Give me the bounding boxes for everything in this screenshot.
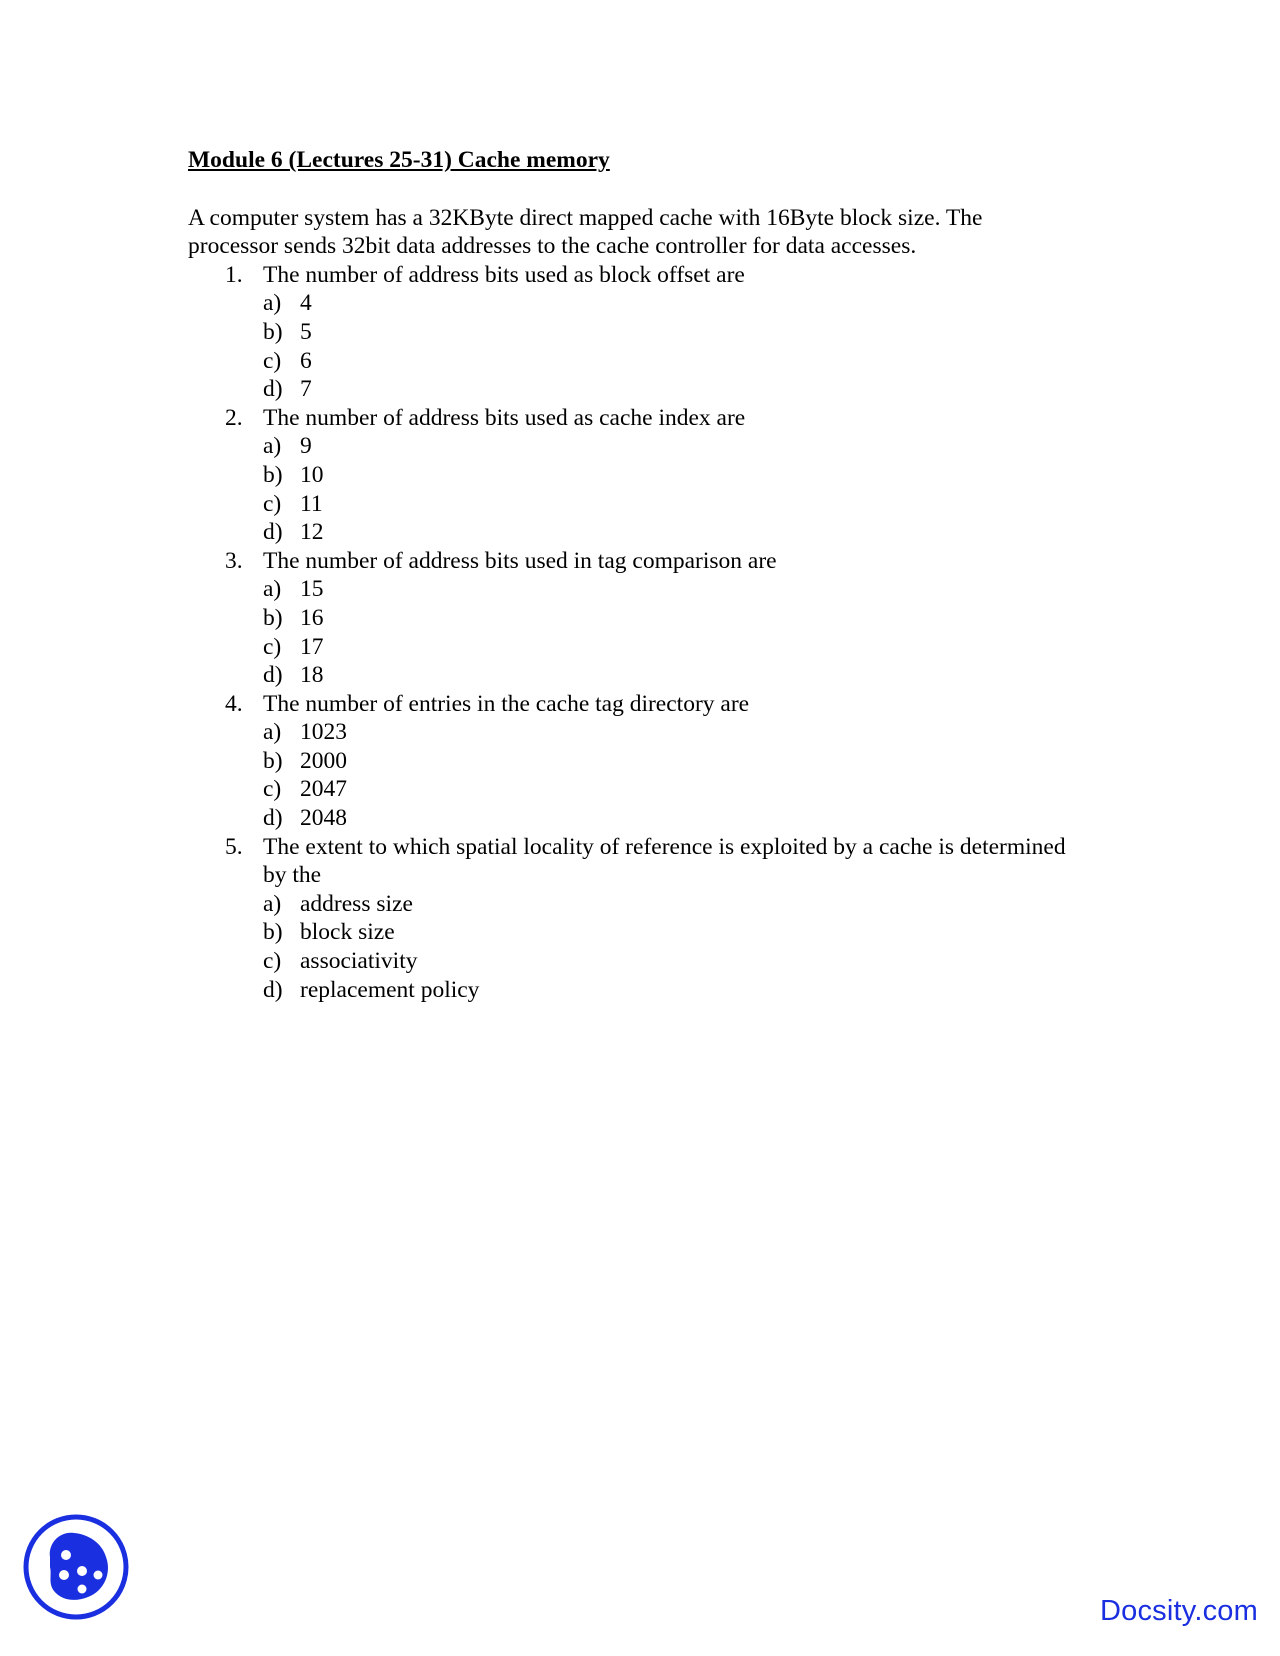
intro-paragraph: A computer system has a 32KByte direct mapped cache with 16Byte block size. The processor sends 32bit data addresses to the cache controller for data accesses. — [188, 204, 983, 260]
option-a — [263, 890, 1068, 919]
document-body — [188, 146, 1068, 1004]
question-3 — [188, 547, 1068, 690]
option-label: d) — [263, 519, 283, 546]
option-text: 16 — [300, 604, 324, 631]
option-label: a) — [263, 576, 282, 603]
option-label: d) — [263, 376, 283, 403]
option-b — [263, 918, 1068, 947]
option-list — [263, 718, 1068, 832]
option-label: d) — [263, 662, 283, 689]
question-number: 1. — [225, 261, 243, 288]
option-list — [263, 289, 1068, 403]
option-c — [263, 947, 1068, 976]
question-text: The number of address bits used as block offset are — [263, 261, 745, 288]
option-label: c) — [263, 776, 282, 803]
option-d — [263, 518, 1068, 547]
option-text: 2000 — [300, 747, 347, 774]
option-c — [263, 347, 1068, 376]
question-text: The extent to which spatial locality of reference is exploited by a cache is determined by the — [263, 833, 1066, 889]
question-text: The number of address bits used in tag comparison are — [263, 547, 777, 574]
option-b — [263, 318, 1068, 347]
option-d — [263, 804, 1068, 833]
option-text: 1023 — [300, 719, 347, 746]
option-c — [263, 633, 1068, 662]
option-label: c) — [263, 347, 282, 374]
option-text: 6 — [300, 347, 312, 374]
option-label: b) — [263, 318, 283, 345]
option-b — [263, 604, 1068, 633]
option-label: b) — [263, 747, 283, 774]
option-a — [263, 718, 1068, 747]
option-label: c) — [263, 633, 282, 660]
option-label: a) — [263, 290, 282, 317]
option-text: 7 — [300, 376, 312, 403]
option-d — [263, 661, 1068, 690]
option-label: c) — [263, 490, 282, 517]
option-label: b) — [263, 461, 283, 488]
question-number: 3. — [225, 547, 243, 574]
option-text: 12 — [300, 519, 324, 546]
option-text: 4 — [300, 290, 312, 317]
question-4 — [188, 690, 1068, 833]
question-text: The number of entries in the cache tag directory are — [263, 690, 750, 717]
option-text: 10 — [300, 461, 324, 488]
question-list — [188, 261, 1068, 1004]
option-text: 5 — [300, 318, 312, 345]
option-list — [263, 890, 1068, 1004]
brand-link[interactable]: Docsity.com — [1100, 1595, 1258, 1627]
option-text: address size — [300, 890, 413, 917]
option-label: a) — [263, 719, 282, 746]
option-text: 9 — [300, 433, 312, 460]
option-list — [263, 575, 1068, 689]
option-label: a) — [263, 890, 282, 917]
option-a — [263, 575, 1068, 604]
option-text: replacement policy — [300, 976, 480, 1003]
option-d — [263, 375, 1068, 404]
option-b — [263, 461, 1068, 490]
option-label: a) — [263, 433, 282, 460]
page-title: Module 6 (Lectures 25-31) Cache memory — [188, 147, 610, 173]
question-2 — [188, 404, 1068, 547]
option-label: d) — [263, 805, 283, 832]
question-1 — [188, 261, 1068, 404]
option-c — [263, 775, 1068, 804]
option-text: 2047 — [300, 776, 347, 803]
option-b — [263, 747, 1068, 776]
option-label: b) — [263, 919, 283, 946]
option-c — [263, 490, 1068, 519]
option-text: block size — [300, 919, 395, 946]
option-list — [263, 432, 1068, 546]
option-a — [263, 432, 1068, 461]
option-a — [263, 289, 1068, 318]
option-d — [263, 976, 1068, 1005]
docsity-logo-graphic — [22, 1513, 130, 1621]
question-number: 2. — [225, 404, 243, 431]
option-text: 15 — [300, 576, 324, 603]
docsity-logo-icon — [22, 1513, 130, 1621]
question-5 — [188, 833, 1068, 1005]
option-text: 2048 — [300, 805, 347, 832]
question-number: 5. — [225, 833, 243, 860]
option-text: 18 — [300, 662, 324, 689]
question-number: 4. — [225, 690, 243, 717]
option-text: 11 — [300, 490, 323, 517]
option-text: 17 — [300, 633, 324, 660]
option-label: c) — [263, 948, 282, 975]
option-label: b) — [263, 604, 283, 631]
option-label: d) — [263, 976, 283, 1003]
question-text: The number of address bits used as cache index are — [263, 404, 746, 431]
option-text: associativity — [300, 948, 418, 975]
